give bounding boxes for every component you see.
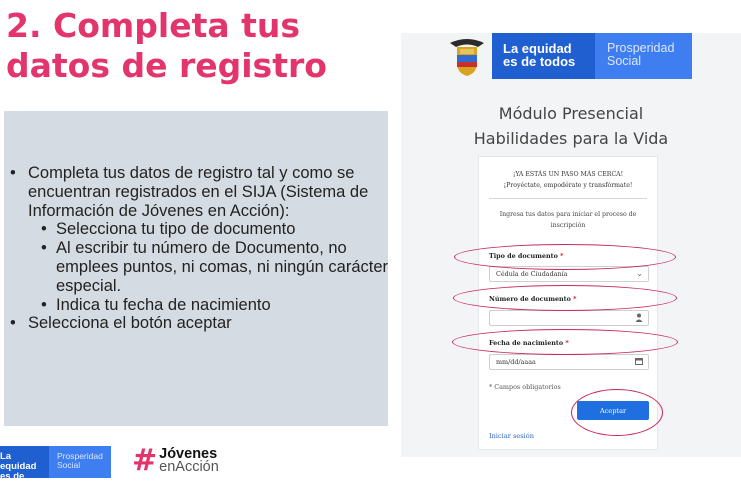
jovenes-en-accion-logo <box>132 443 219 478</box>
instructions-list <box>8 164 388 333</box>
banner-brand1: Prosperidad <box>607 41 675 55</box>
accept-button[interactable]: Aceptar <box>577 401 649 420</box>
doc-type-label: Tipo de documento * <box>489 252 564 260</box>
footer-logo-line2: es de todos <box>0 471 26 492</box>
coat-of-arms-icon <box>442 33 492 79</box>
module-title <box>401 101 741 151</box>
sub-bullet-list <box>28 220 388 314</box>
form-intro: Ingresa tus datos para iniciar el proceso de inscripción <box>499 211 637 229</box>
calendar-icon <box>635 357 643 368</box>
module-title-line1: Módulo Presencial <box>498 104 644 123</box>
hashtag-icon: # <box>132 443 158 478</box>
footer-gov-logo <box>0 446 111 492</box>
birth-date-input[interactable] <box>489 354 649 370</box>
slide-title: 2. Completa tus datos de registro <box>6 6 327 85</box>
footer-logo-brand1: Prosperidad <box>57 451 103 461</box>
bullet-accept-button: • Selecciona el botón aceptar <box>8 314 388 333</box>
login-link[interactable]: Iniciar sesión <box>489 432 534 440</box>
doc-number-label: Número de documento * <box>489 295 577 303</box>
required-fields-note: * Campos obligatorios <box>489 383 561 391</box>
birth-date-placeholder: mm/dd/aaaa <box>496 358 536 366</box>
footer-logo-brand2: Social <box>57 460 81 470</box>
sub-bullet-doc-type: • Selecciona tu tipo de documento <box>38 220 388 239</box>
footer-logo-line1: La equidad <box>0 451 37 472</box>
welcome-message-line2: ¡Proyéctate, empodérate y transfórmate! <box>503 182 633 189</box>
doc-number-input[interactable] <box>489 310 649 326</box>
divider <box>489 198 647 199</box>
jovenes-logo-line2: enAcción <box>159 459 219 475</box>
banner-line2: es de todos <box>503 54 576 69</box>
doc-type-value: Cédula de Ciudadanía <box>496 270 568 278</box>
module-title-line2: Habilidades para la Vida <box>473 129 669 148</box>
welcome-message-line1: ¡YA ESTÁS UN PASO MÁS CERCA! <box>512 171 624 178</box>
doc-type-select[interactable] <box>489 266 649 282</box>
sub-bullet-doc-number: • Al escribir tu número de Documento, no emplees puntos, ni comas, ni ningún carácter especial. <box>38 239 388 295</box>
jovenes-logo-line1: Jóvenes <box>159 446 218 462</box>
sub-bullet-birth-date: • Indica tu fecha de nacimiento <box>38 296 388 315</box>
registration-form-card <box>478 156 658 450</box>
gov-banner <box>442 33 692 79</box>
bullet-text: Completa tus datos de registro tal y como se encuentran registrados en el SIJA (Sistema de Información de Jóvenes en Acción): <box>28 164 369 220</box>
user-icon <box>635 313 643 325</box>
welcome-message <box>479 169 657 191</box>
banner-brand2: Social <box>607 54 642 68</box>
bullet-complete-data <box>8 164 388 314</box>
banner-line1: La equidad <box>503 41 572 56</box>
chevron-down-icon: ⌄ <box>636 269 643 278</box>
birth-date-label: Fecha de nacimiento * <box>489 339 569 347</box>
